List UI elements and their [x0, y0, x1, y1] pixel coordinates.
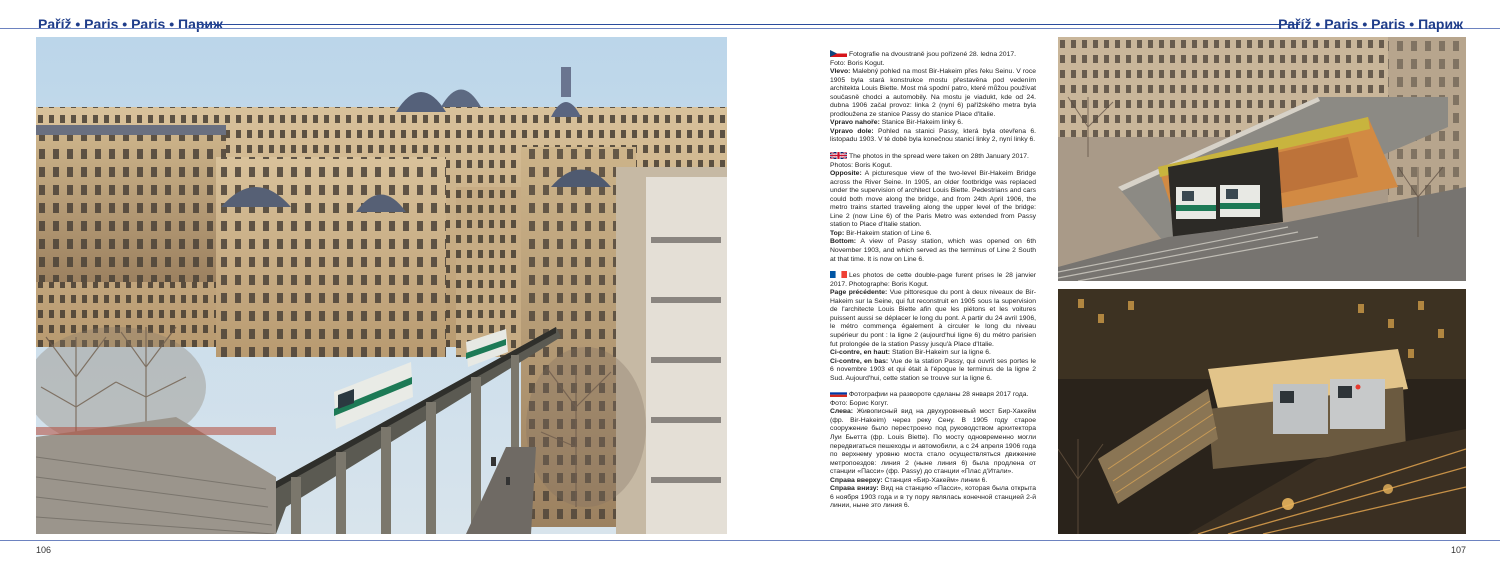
header-rule-left [198, 24, 750, 25]
caption-label-top: Vpravo nahoře: [830, 119, 880, 127]
caption-text-left: Malebný pohled na most Bir-Hakeim přes řeku Seinu. V roce 1905 byla stará konstrukce mostu přestavěna pod vedením architekta Louis Biette. Most má spodní patro, které můžou používat současně chodci a automobily. Na mostu je viadukt, kde od 24. dubna 1906 začal provoz: linka 2 (nyní 6) pařížského metra byla prodloužena ze stanice Passy do stanice Place d'Italie. [830, 68, 1037, 118]
caption-label-left: Слева: [830, 408, 854, 416]
caption-intro: Фотографии на развороте сделаны 28 января 2017 года. [849, 391, 1029, 399]
caption-credit: Фото: Борис Когут. [830, 399, 889, 407]
czech-flag-icon [830, 50, 847, 57]
passy-station-photo [1058, 289, 1466, 534]
caption-label-bottom: Bottom: [830, 238, 857, 246]
caption-text-bottom: Pohled na stanici Passy, která byla otevřena 6. listopadu 1903. V té době byla konečnou stanicí linky 2, nyní linky 6. [830, 127, 1036, 144]
header-rule-right [750, 24, 1300, 25]
caption-intro: Les photos de cette double-page furent prises le 28 janvier 2017. Photographe: Boris Kogut. [830, 272, 1036, 288]
bir-hakeim-bridge-photo [36, 37, 727, 534]
bir-hakeim-station-photo [1058, 37, 1466, 281]
caption-label-left: Page précédente: [830, 289, 888, 297]
caption-block-english [830, 152, 1036, 264]
caption-text-bottom: A view of Passy station, which was opened on 6th November 1903, and which served as the terminus of Line 2 South at that time. It is now on Line 6. [830, 238, 1036, 263]
caption-text-left: Vue pittoresque du pont à deux niveaux de Bir-Hakeim sur la Seine, qui fut reconstruit en 1905 sous la supervision de l'architecte Louis Biette afin que les piétons et les voitures puissent aussi se déplacer le long du pont. A partir du 24 avril 1906, le métro commença également à circuler le long du niveau supérieur du pont : la ligne 2 (aujourd'hui ligne 6) du métro parisien fut prolongée de la station Passy jusqu'à Place d'Italie. [830, 289, 1036, 348]
caption-text-top: Station Bir-Hakeim sur la ligne 6. [891, 349, 991, 357]
caption-block-czech [830, 50, 1036, 145]
caption-text-top: Stanice Bir-Hakeim linky 6. [881, 119, 963, 127]
caption-intro: The photos in the spread were taken on 28th January 2017. [849, 153, 1029, 161]
captions-column [830, 50, 1036, 518]
page-header-left: Paříž • Paris • Paris • Париж [38, 16, 223, 32]
caption-text-bottom: Vue de la station Passy, qui ouvrit ses portes le 6 novembre 1903 et qui était à l'époque le terminus de la ligne 2 Sud. Aujourd'hui, cette station se trouve sur la ligne 6. [830, 357, 1037, 382]
caption-label-bottom: Справа внизу: [830, 485, 879, 493]
uk-flag-icon [830, 152, 847, 159]
caption-text-top: Bir-Hakeim station of Line 6. [846, 229, 932, 237]
caption-label-top: Ci-contre, en haut: [830, 349, 891, 357]
footer-rule-right [750, 540, 1500, 541]
caption-block-french [830, 271, 1036, 383]
caption-label-top: Top: [830, 229, 845, 237]
caption-block-russian [830, 390, 1036, 511]
caption-credit: Foto: Boris Kogut. [830, 59, 885, 67]
caption-text-top: Станция «Бир-Хакейм» линии 6. [884, 476, 988, 484]
header-rule-left-thin [0, 28, 750, 29]
caption-label-left: Vlevo: [830, 68, 851, 76]
russian-flag-icon [830, 390, 847, 397]
caption-label-bottom: Ci-contre, en bas: [830, 357, 889, 365]
footer-rule-left [0, 540, 750, 541]
caption-credit: Photos: Boris Kogut. [830, 161, 892, 169]
caption-label-left: Opposite: [830, 170, 862, 178]
caption-label-top: Справа вверху: [830, 476, 883, 484]
caption-text-bottom: Вид на станцию «Пасси», которая была открыта 6 ноября 1903 года и в ту пору являлась конечной станцией 2-й линии, ныне это линия 6. [830, 485, 1037, 510]
caption-intro: Fotografie na dvoustraně jsou pořízené 28. ledna 2017. [849, 51, 1017, 58]
french-flag-icon [830, 271, 847, 278]
page-header-right: Paříž • Paris • Paris • Париж [1278, 16, 1463, 32]
caption-text-left: Живописный вид на двухуровневый мост Бир-Хакейм (фр. Bir-Hakeim) через реку Сену. В 1905 году старое сооружение было перестроено под руководством архитектора Луи Бьетта (фр. Louis Biette). По мосту одновременно могли передвигаться пешеходы и автомобили, а с 24 апреля 1906 года по верхнему уровню моста стало осуществляться движение метропоездов: линия 2 (ныне линия 6) была продлена от станции «Пасси» (фр. Passy) до станции «Плас д'Итали». [830, 408, 1036, 476]
caption-text-left: A picturesque view of the two-level Bir-Hakeim Bridge across the River Seine. In 1905, an older footbridge was replaced under the supervision of architect Louis Biette. Pedestrians and cars could both move along the bridge, and from 24th April 1906, the metro trains started traveling along the upper level of the bridge: Line 2 (now Line 6) of the Paris Metro was extended from Passy station to Place d'Italie station. [830, 170, 1036, 229]
caption-label-bottom: Vpravo dole: [830, 127, 874, 135]
page-number-left: 106 [36, 545, 52, 555]
page-number-right: 107 [1450, 545, 1466, 555]
